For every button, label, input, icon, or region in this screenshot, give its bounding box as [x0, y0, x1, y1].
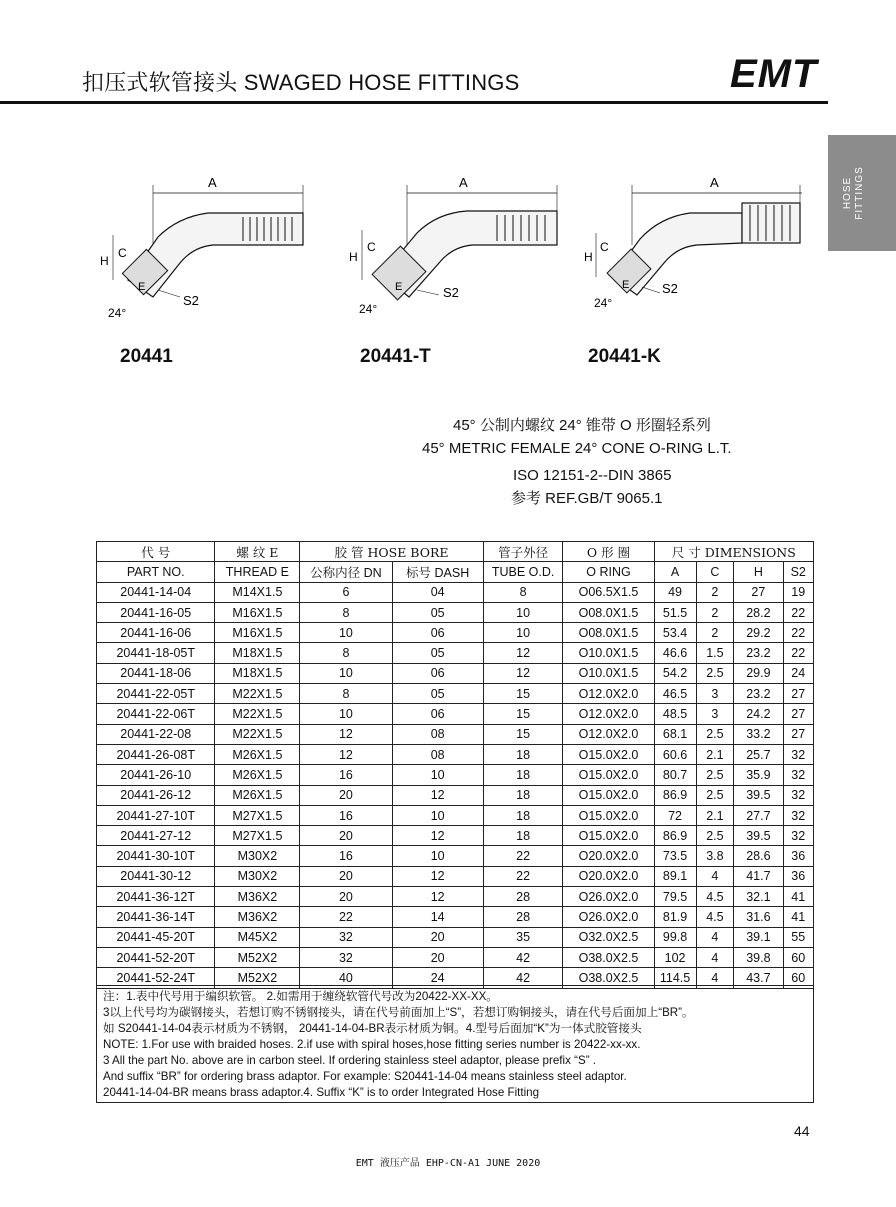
- table-cell: M30X2: [215, 846, 300, 866]
- table-cell: 12: [300, 724, 392, 744]
- note-line: 如 S20441-14-04表示材质为不锈钢， 20441-14-04-BR表示材质为铜。4.型号后面加“K”为一体式胶管接头: [103, 1022, 642, 1035]
- table-cell: 19: [783, 582, 814, 602]
- notes-box: [96, 985, 814, 1103]
- col-header: S2: [783, 562, 814, 582]
- table-row: [97, 765, 814, 785]
- table-cell: 10: [300, 663, 392, 683]
- table-cell: 4: [696, 968, 734, 988]
- table-cell: 2.1: [696, 744, 734, 764]
- table-cell: 99.8: [654, 927, 696, 947]
- table-cell: 22: [483, 866, 563, 886]
- table-cell: 22: [783, 623, 814, 643]
- note-line: 3以上代号均为碳钢接头，若想订购不锈钢接头，请在代号前面加上“S”，若想订购铜接头，请在代号后面加上“BR”。: [103, 1006, 694, 1019]
- table-cell: 06: [392, 623, 483, 643]
- table-cell: 20441-30-12: [97, 866, 215, 886]
- table-cell: 46.5: [654, 684, 696, 704]
- model-label: 20441: [120, 346, 173, 367]
- table-cell: 20441-45-20T: [97, 927, 215, 947]
- table-cell: 32: [783, 765, 814, 785]
- table-cell: 41: [783, 907, 814, 927]
- table-cell: 41.7: [734, 866, 783, 886]
- table-cell: 20441-16-06: [97, 623, 215, 643]
- col-header: 标号 DASH: [392, 562, 483, 582]
- table-cell: O26.0X2.0: [563, 907, 654, 927]
- table-cell: 06: [392, 663, 483, 683]
- dim-c-label: C: [600, 240, 609, 254]
- angle-label: 24°: [108, 306, 127, 320]
- table-cell: 40: [300, 968, 392, 988]
- table-row: [97, 785, 814, 805]
- table-cell: 22: [483, 846, 563, 866]
- table-cell: O08.0X1.5: [563, 602, 654, 622]
- table-cell: 23.2: [734, 643, 783, 663]
- table-cell: O06.5X1.5: [563, 582, 654, 602]
- table-cell: 39.1: [734, 927, 783, 947]
- table-cell: 32: [783, 744, 814, 764]
- table-cell: 20441-27-12: [97, 826, 215, 846]
- table-cell: 2.5: [696, 724, 734, 744]
- table-cell: 6: [300, 582, 392, 602]
- table-cell: M16X1.5: [215, 623, 300, 643]
- table-cell: M22X1.5: [215, 704, 300, 724]
- table-cell: 16: [300, 765, 392, 785]
- col-header: PART NO.: [97, 562, 215, 582]
- table-cell: 32: [300, 927, 392, 947]
- table-cell: 60: [783, 968, 814, 988]
- table-cell: 10: [392, 805, 483, 825]
- table-cell: 36: [783, 866, 814, 886]
- table-cell: 4: [696, 866, 734, 886]
- table-cell: 114.5: [654, 968, 696, 988]
- table-cell: 20441-16-05: [97, 602, 215, 622]
- table-cell: M52X2: [215, 968, 300, 988]
- note-line: 20441-14-04-BR means brass adaptor.4. Suffix “K” is to order Integrated Hose Fitting: [103, 1086, 540, 1099]
- table-cell: 20441-52-20T: [97, 947, 215, 967]
- table-cell: M26X1.5: [215, 785, 300, 805]
- table-cell: 49: [654, 582, 696, 602]
- table-cell: 86.9: [654, 785, 696, 805]
- table-row: [97, 826, 814, 846]
- table-cell: 04: [392, 582, 483, 602]
- dim-a-label: A: [459, 175, 468, 190]
- table-cell: 2: [696, 582, 734, 602]
- table-cell: 15: [483, 704, 563, 724]
- col-header: 尺 寸 DIMENSIONS: [654, 542, 813, 562]
- table-cell: 28: [483, 887, 563, 907]
- table-cell: 18: [483, 826, 563, 846]
- table-cell: 12: [483, 663, 563, 683]
- note-line: NOTE: 1.For use with braided hoses. 2.if use with spiral hoses,hose fitting series number is 20422-xx-xx.: [103, 1038, 641, 1051]
- table-cell: 22: [783, 602, 814, 622]
- table-cell: 20: [392, 927, 483, 947]
- table-cell: 28.2: [734, 602, 783, 622]
- table-cell: 73.5: [654, 846, 696, 866]
- table-cell: 20441-26-10: [97, 765, 215, 785]
- dim-e-label: E: [395, 281, 403, 293]
- table-cell: M45X2: [215, 927, 300, 947]
- table-cell: 16: [300, 846, 392, 866]
- table-cell: M26X1.5: [215, 765, 300, 785]
- table-cell: 81.9: [654, 907, 696, 927]
- table-cell: 18: [483, 785, 563, 805]
- table-cell: 28.6: [734, 846, 783, 866]
- table-cell: 27: [734, 582, 783, 602]
- col-header: H: [734, 562, 783, 582]
- spec-table-body: [97, 582, 814, 988]
- angle-label: 24°: [594, 296, 613, 310]
- table-cell: O15.0X2.0: [563, 826, 654, 846]
- table-cell: 2: [696, 602, 734, 622]
- table-cell: 27: [783, 684, 814, 704]
- description-cn: 45° 公制内螺纹 24° 锥带 O 形圈轻系列: [453, 417, 711, 434]
- page-number: 44: [794, 1123, 810, 1139]
- table-cell: 3: [696, 704, 734, 724]
- table-cell: 10: [300, 704, 392, 724]
- side-tab-line2: FITTINGS: [854, 166, 865, 220]
- col-header: A: [654, 562, 696, 582]
- table-cell: 05: [392, 684, 483, 704]
- table-cell: 22: [300, 907, 392, 927]
- table-cell: 32.1: [734, 887, 783, 907]
- table-cell: 8: [300, 602, 392, 622]
- table-cell: M36X2: [215, 907, 300, 927]
- table-cell: O08.0X1.5: [563, 623, 654, 643]
- table-cell: 25.7: [734, 744, 783, 764]
- table-cell: O10.0X1.5: [563, 643, 654, 663]
- table-cell: 2.5: [696, 785, 734, 805]
- table-cell: 2.5: [696, 765, 734, 785]
- table-cell: O38.0X2.5: [563, 968, 654, 988]
- table-cell: M22X1.5: [215, 684, 300, 704]
- table-cell: 46.6: [654, 643, 696, 663]
- table-cell: 27: [783, 704, 814, 724]
- table-cell: 20441-30-10T: [97, 846, 215, 866]
- table-cell: 41: [783, 887, 814, 907]
- table-cell: 20441-26-12: [97, 785, 215, 805]
- fitting-drawing-1: [98, 165, 318, 325]
- table-cell: 20441-22-06T: [97, 704, 215, 724]
- table-cell: M18X1.5: [215, 643, 300, 663]
- col-header: 管子外径: [483, 542, 563, 562]
- table-cell: O32.0X2.5: [563, 927, 654, 947]
- table-row: [97, 643, 814, 663]
- table-cell: 27.7: [734, 805, 783, 825]
- table-cell: 79.5: [654, 887, 696, 907]
- table-cell: 20441-36-12T: [97, 887, 215, 907]
- table-cell: 05: [392, 602, 483, 622]
- table-cell: 1.5: [696, 643, 734, 663]
- table-cell: 12: [392, 785, 483, 805]
- table-cell: M36X2: [215, 887, 300, 907]
- table-cell: 27: [783, 724, 814, 744]
- table-cell: 32: [300, 947, 392, 967]
- table-cell: 8: [300, 684, 392, 704]
- table-cell: O12.0X2.0: [563, 704, 654, 724]
- note-line: 注：1.表中代号用于编织软管。 2.如需用于缠绕软管代号改为20422-XX-XX。: [103, 990, 498, 1003]
- dim-s2-label: S2: [662, 281, 678, 296]
- table-cell: O15.0X2.0: [563, 805, 654, 825]
- table-cell: 29.9: [734, 663, 783, 683]
- fitting-drawing-3: [582, 165, 802, 325]
- table-cell: 8: [483, 582, 563, 602]
- table-cell: 29.2: [734, 623, 783, 643]
- table-cell: 12: [392, 887, 483, 907]
- angle-label: 24°: [359, 302, 378, 316]
- table-cell: 51.5: [654, 602, 696, 622]
- table-cell: 15: [483, 724, 563, 744]
- table-cell: 14: [392, 907, 483, 927]
- table-cell: M22X1.5: [215, 724, 300, 744]
- table-cell: 60: [783, 947, 814, 967]
- table-row: [97, 684, 814, 704]
- table-cell: 10: [392, 765, 483, 785]
- dim-e-label: E: [622, 279, 630, 291]
- table-cell: 12: [483, 643, 563, 663]
- footer: EMT 液压产品 EHP-CN-A1 JUNE 2020: [355, 1158, 541, 1169]
- table-cell: 72: [654, 805, 696, 825]
- brand-logo: EMT: [730, 52, 818, 96]
- table-cell: 12: [392, 826, 483, 846]
- table-cell: 4: [696, 947, 734, 967]
- table-cell: 53.4: [654, 623, 696, 643]
- table-cell: 15: [483, 684, 563, 704]
- col-header: THREAD E: [215, 562, 300, 582]
- table-cell: 89.1: [654, 866, 696, 886]
- table-cell: 28: [483, 907, 563, 927]
- table-row: [97, 724, 814, 744]
- table-row: [97, 907, 814, 927]
- table-cell: 20441-52-24T: [97, 968, 215, 988]
- note-line: And suffix “BR” for ordering brass adaptor. For example: S20441-14-04 means stainless steel adaptor.: [103, 1070, 627, 1083]
- table-cell: 2: [696, 623, 734, 643]
- table-cell: O15.0X2.0: [563, 744, 654, 764]
- table-cell: M52X2: [215, 947, 300, 967]
- description-en: 45° METRIC FEMALE 24° CONE O-RING L.T.: [422, 440, 732, 457]
- table-row: [97, 947, 814, 967]
- table-cell: 18: [483, 805, 563, 825]
- table-cell: 24: [783, 663, 814, 683]
- table-cell: M27X1.5: [215, 826, 300, 846]
- table-cell: 20441-36-14T: [97, 907, 215, 927]
- table-row: [97, 704, 814, 724]
- table-row: [97, 805, 814, 825]
- table-cell: O20.0X2.0: [563, 866, 654, 886]
- table-cell: O38.0X2.5: [563, 947, 654, 967]
- table-cell: 20441-22-05T: [97, 684, 215, 704]
- table-cell: 31.6: [734, 907, 783, 927]
- table-cell: 05: [392, 643, 483, 663]
- spec-table: [96, 541, 814, 989]
- table-header-row: [97, 542, 814, 562]
- table-cell: 10: [483, 623, 563, 643]
- table-row: [97, 927, 814, 947]
- table-cell: 12: [392, 866, 483, 886]
- dim-a-label: A: [710, 175, 719, 190]
- table-cell: 10: [300, 623, 392, 643]
- table-cell: 102: [654, 947, 696, 967]
- table-cell: 20: [300, 887, 392, 907]
- col-header: C: [696, 562, 734, 582]
- table-cell: 54.2: [654, 663, 696, 683]
- col-header: O 形 圈: [563, 542, 654, 562]
- table-cell: 4: [696, 927, 734, 947]
- table-cell: 3.8: [696, 846, 734, 866]
- table-cell: 33.2: [734, 724, 783, 744]
- table-cell: 18: [483, 744, 563, 764]
- col-header: 螺 纹 E: [215, 542, 300, 562]
- table-cell: 20441-22-08: [97, 724, 215, 744]
- side-tab-line1: HOSE: [842, 176, 853, 210]
- table-cell: 4.5: [696, 907, 734, 927]
- table-cell: 39.5: [734, 785, 783, 805]
- dim-a-label: A: [208, 175, 217, 190]
- table-cell: 18: [483, 765, 563, 785]
- description-iso: ISO 12151-2--DIN 3865: [513, 467, 672, 484]
- table-cell: M18X1.5: [215, 663, 300, 683]
- table-cell: 20441-18-05T: [97, 643, 215, 663]
- table-cell: 32: [783, 805, 814, 825]
- table-cell: M27X1.5: [215, 805, 300, 825]
- table-cell: 42: [483, 968, 563, 988]
- table-cell: 2.1: [696, 805, 734, 825]
- table-cell: 20: [300, 785, 392, 805]
- description-ref: 参考 REF.GB/T 9065.1: [511, 490, 663, 507]
- table-cell: M16X1.5: [215, 602, 300, 622]
- col-header: 胶 管 HOSE BORE: [300, 542, 483, 562]
- table-cell: 8: [300, 643, 392, 663]
- table-cell: 32: [783, 826, 814, 846]
- dim-h-label: H: [349, 250, 358, 264]
- table-cell: 48.5: [654, 704, 696, 724]
- table-cell: 32: [783, 785, 814, 805]
- table-cell: 39.5: [734, 826, 783, 846]
- col-header: 代 号: [97, 542, 215, 562]
- table-cell: 43.7: [734, 968, 783, 988]
- table-cell: 20: [300, 826, 392, 846]
- table-row: [97, 623, 814, 643]
- table-cell: 20441-18-06: [97, 663, 215, 683]
- dim-h-label: H: [100, 254, 109, 268]
- table-cell: 39.8: [734, 947, 783, 967]
- note-line: 3 All the part No. above are in carbon steel. If ordering stainless steel adaptor, please prefix “S” .: [103, 1054, 597, 1067]
- page-title: 扣压式软管接头 SWAGED HOSE FITTINGS: [82, 70, 520, 95]
- table-cell: O20.0X2.0: [563, 846, 654, 866]
- table-cell: 12: [300, 744, 392, 764]
- table-cell: O26.0X2.0: [563, 887, 654, 907]
- table-cell: 24: [392, 968, 483, 988]
- table-cell: 2.5: [696, 663, 734, 683]
- table-cell: 4.5: [696, 887, 734, 907]
- table-cell: 08: [392, 744, 483, 764]
- table-cell: 36: [783, 846, 814, 866]
- table-cell: 06: [392, 704, 483, 724]
- dim-c-label: C: [118, 246, 127, 260]
- header-rule: [0, 101, 828, 104]
- fitting-drawing-2: [347, 165, 567, 325]
- dim-e-label: E: [138, 281, 146, 293]
- table-cell: O15.0X2.0: [563, 765, 654, 785]
- model-label: 20441-T: [360, 346, 431, 367]
- table-cell: 42: [483, 947, 563, 967]
- table-cell: 60.6: [654, 744, 696, 764]
- table-cell: 68.1: [654, 724, 696, 744]
- table-cell: O10.0X1.5: [563, 663, 654, 683]
- table-cell: 22: [783, 643, 814, 663]
- dim-s2-label: S2: [443, 285, 459, 300]
- table-cell: 80.7: [654, 765, 696, 785]
- table-cell: M30X2: [215, 866, 300, 886]
- table-cell: 55: [783, 927, 814, 947]
- table-cell: M14X1.5: [215, 582, 300, 602]
- table-cell: 20: [392, 947, 483, 967]
- table-cell: 20441-14-04: [97, 582, 215, 602]
- table-cell: 35: [483, 927, 563, 947]
- table-row: [97, 602, 814, 622]
- col-header: 公称内径 DN: [300, 562, 392, 582]
- table-row: [97, 887, 814, 907]
- dim-h-label: H: [584, 250, 593, 264]
- table-cell: 10: [483, 602, 563, 622]
- table-cell: 24.2: [734, 704, 783, 724]
- table-cell: 20441-27-10T: [97, 805, 215, 825]
- table-cell: 2.5: [696, 826, 734, 846]
- table-row: [97, 866, 814, 886]
- col-header: O RING: [563, 562, 654, 582]
- table-cell: 20: [300, 866, 392, 886]
- side-tab: [828, 135, 896, 251]
- table-cell: 20441-26-08T: [97, 744, 215, 764]
- dim-c-label: C: [367, 240, 376, 254]
- table-cell: 10: [392, 846, 483, 866]
- table-header-row: [97, 562, 814, 582]
- table-cell: 08: [392, 724, 483, 744]
- table-row: [97, 846, 814, 866]
- table-cell: M26X1.5: [215, 744, 300, 764]
- table-cell: O15.0X2.0: [563, 785, 654, 805]
- table-cell: O12.0X2.0: [563, 684, 654, 704]
- table-row: [97, 744, 814, 764]
- table-cell: 86.9: [654, 826, 696, 846]
- table-cell: 3: [696, 684, 734, 704]
- table-cell: 23.2: [734, 684, 783, 704]
- table-cell: 35.9: [734, 765, 783, 785]
- table-cell: O12.0X2.0: [563, 724, 654, 744]
- table-row: [97, 663, 814, 683]
- table-cell: 16: [300, 805, 392, 825]
- model-label: 20441-K: [588, 346, 661, 367]
- table-row: [97, 582, 814, 602]
- col-header: TUBE O.D.: [483, 562, 563, 582]
- dim-s2-label: S2: [183, 293, 199, 308]
